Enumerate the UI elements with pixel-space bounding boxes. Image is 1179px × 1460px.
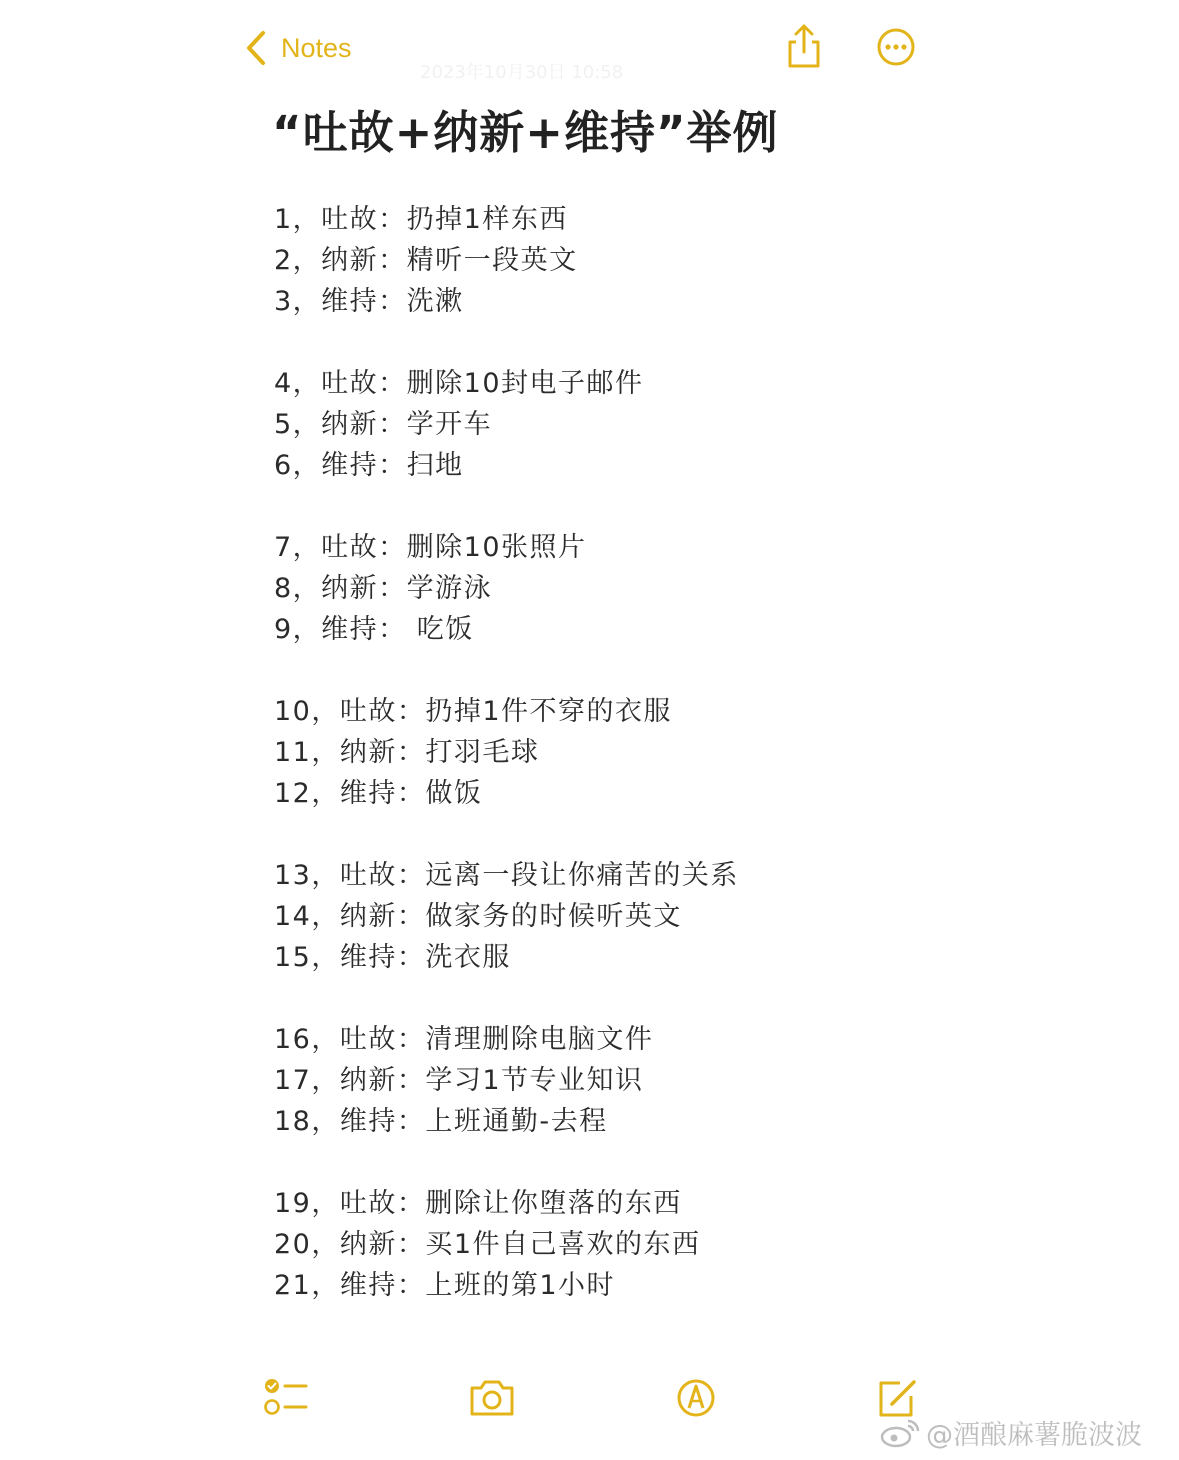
markup-button[interactable] <box>672 1374 724 1422</box>
note-paragraph <box>274 1183 894 1306</box>
note-line: 15，维持：洗衣服 <box>274 942 511 973</box>
back-to-notes-button[interactable] <box>243 26 352 70</box>
checklist-button[interactable] <box>262 1374 314 1422</box>
note-line: 2，纳新：精听一段英文 <box>274 245 578 276</box>
note-line: 19，吐故：删除让你堕落的东西 <box>274 1188 682 1219</box>
share-icon <box>784 22 824 70</box>
markup-pen-icon <box>672 1374 724 1422</box>
note-line: 10，吐故：扔掉1件不穿的衣服 <box>274 696 673 727</box>
note-date: 2023年10月30日 10:58 <box>420 62 624 83</box>
note-line: 17，纳新：学习1节专业知识 <box>274 1065 644 1096</box>
note-line: 5，纳新：学开车 <box>274 409 493 440</box>
weibo-logo-icon <box>878 1415 922 1449</box>
note-line: 3，维持：洗漱 <box>274 286 464 317</box>
note-line: 9，维持： 吃饭 <box>274 614 474 645</box>
note-line: 16，吐故：清理删除电脑文件 <box>274 1024 654 1055</box>
note-line: 21，维持：上班的第1小时 <box>274 1270 616 1301</box>
note-line: 18，维持：上班通勤-去程 <box>274 1106 608 1137</box>
note-line: 8，纳新：学游泳 <box>274 573 493 604</box>
camera-icon <box>466 1374 518 1422</box>
note-line: 6，维持：扫地 <box>274 450 464 481</box>
note-line: 14，纳新：做家务的时候听英文 <box>274 901 682 932</box>
watermark-text: @酒酿麻薯脆波波 <box>926 1419 1142 1451</box>
ellipsis-circle-icon <box>876 27 916 67</box>
note-line: 4，吐故：删除10封电子邮件 <box>274 368 644 399</box>
note-title[interactable]: “吐故+纳新+维持”举例 <box>272 106 779 159</box>
top-navigation-bar <box>0 0 1179 95</box>
watermark <box>878 1412 1142 1452</box>
note-paragraph <box>274 527 894 650</box>
checklist-icon <box>262 1374 314 1422</box>
note-paragraph <box>274 199 894 322</box>
note-paragraph <box>274 855 894 978</box>
note-paragraph <box>274 691 894 814</box>
chevron-left-icon <box>243 28 269 68</box>
more-options-button[interactable] <box>876 27 916 67</box>
note-paragraph <box>274 363 894 486</box>
note-line: 12，维持：做饭 <box>274 778 483 809</box>
camera-button[interactable] <box>466 1374 518 1422</box>
note-body[interactable] <box>274 199 894 1347</box>
note-paragraph <box>274 1019 894 1142</box>
note-line: 7，吐故：删除10张照片 <box>274 532 587 563</box>
note-line: 1，吐故：扔掉1样东西 <box>274 204 568 235</box>
note-line: 11，纳新：打羽毛球 <box>274 737 540 768</box>
back-label: Notes <box>281 32 352 63</box>
note-line: 13，吐故：远离一段让你痛苦的关系 <box>274 860 739 891</box>
note-line: 20，纳新：买1件自己喜欢的东西 <box>274 1229 701 1260</box>
share-button[interactable] <box>784 22 824 70</box>
